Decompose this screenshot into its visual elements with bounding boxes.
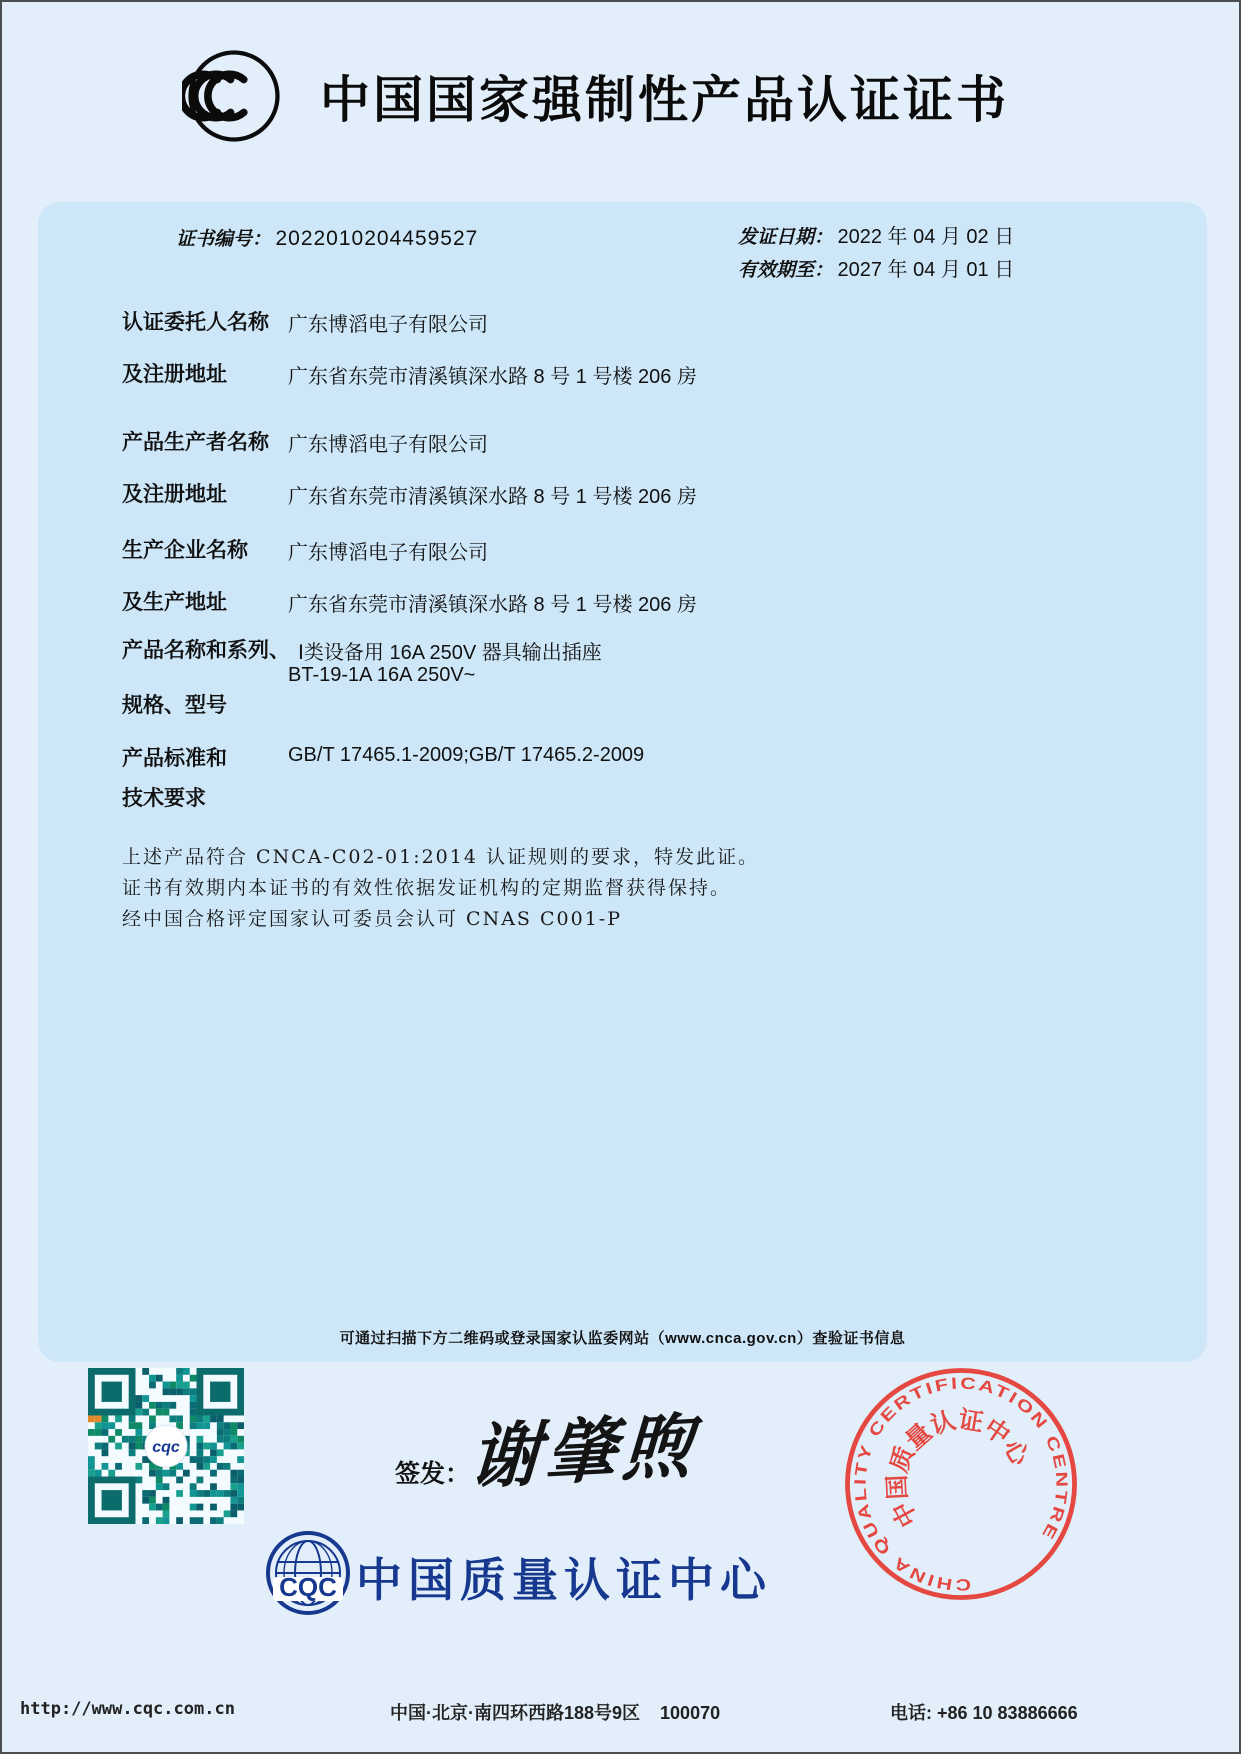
statement-line: 经中国合格评定国家认可委员会认可 CNAS C001-P: [122, 908, 622, 930]
field-value: 广东博滔电子有限公司: [288, 434, 488, 456]
field-label: 规格、型号: [122, 694, 227, 717]
qr-center-logo-text: cqc: [152, 1439, 180, 1456]
field-value: GB/T 17465.1-2009;GB/T 17465.2-2009: [288, 744, 645, 766]
field-label: 生产企业名称: [122, 539, 248, 562]
stamp-inner-text: 中国质量认证中心: [884, 1406, 1034, 1531]
field-value: BT-19-1A 16A 250V~: [288, 664, 476, 686]
field-label: 产品生产者名称: [122, 431, 269, 454]
sign-label: 签发：: [395, 1460, 471, 1488]
field-label: 产品标准和: [122, 747, 227, 770]
signature-handwriting: 谢肇煦: [467, 1403, 700, 1500]
verification-note: 可通过扫描下方二维码或登录国家认监委网站（www.cnca.gov.cn）查验证书信息: [339, 1330, 906, 1347]
red-seal-stamp: [795, 1318, 1127, 1650]
certificate-number-label: 证书编号：: [176, 228, 272, 250]
certificate-body-panel: [38, 202, 1207, 1362]
field-value: 广东省东莞市清溪镇深水路 8 号 1 号楼 206 房: [288, 486, 697, 508]
field-label: 及注册地址: [122, 363, 227, 386]
statement-line: 证书有效期内本证书的有效性依据发证机构的定期监督获得保持。: [122, 877, 732, 899]
field-label: 认证委托人名称: [122, 311, 269, 334]
field-value: Ⅰ类设备用 16A 250V 器具输出插座: [298, 642, 602, 664]
footer-phone: 电话: +86 10 83886666: [890, 1703, 1078, 1723]
footer-address: 中国·北京·南四环西路188号9区 100070: [390, 1703, 721, 1723]
certification-statement: [122, 842, 882, 935]
valid-until-label: 有效期至：: [738, 259, 834, 281]
field-label: 产品名称和系列、: [122, 639, 290, 662]
certificate-number-row: [176, 224, 478, 251]
ccc-mark-icon: [182, 44, 286, 148]
stamp-ring-text: CHINA QUALITY CERTIFICATION CENTRE: [851, 1374, 1071, 1594]
field-label: 及生产地址: [122, 591, 227, 614]
field-value: 广东博滔电子有限公司: [288, 314, 488, 336]
page-title: 中国国家强制性产品认证证书: [320, 72, 1009, 128]
issue-date-label: 发证日期：: [738, 226, 834, 248]
issuer-name: 中国质量认证中心: [356, 1554, 772, 1606]
field-value: 广东省东莞市清溪镇深水路 8 号 1 号楼 206 房: [288, 594, 697, 616]
cqc-logo-text: CQC: [279, 1572, 337, 1602]
qr-code: [88, 1368, 244, 1524]
cqc-globe-icon: [265, 1530, 351, 1616]
field-value: 广东省东莞市清溪镇深水路 8 号 1 号楼 206 房: [288, 366, 697, 388]
svg-text:CHINA QUALITY CERTIFICATION CE: [815, 1338, 1105, 1625]
footer-website: http://www.cqc.com.cn: [20, 1699, 235, 1719]
valid-until-value: 2027 年 04 月 01 日: [837, 259, 1015, 281]
field-value: 广东博滔电子有限公司: [288, 542, 488, 564]
certificate-number-value: 2022010204459527: [275, 227, 479, 250]
issue-date-value: 2022 年 04 月 02 日: [837, 226, 1015, 248]
certificate-dates: [738, 220, 1014, 286]
field-label: 及注册地址: [122, 483, 227, 506]
field-label: 技术要求: [122, 787, 206, 810]
statement-line: 上述产品符合 CNCA-C02-01:2014 认证规则的要求，特发此证。: [122, 846, 759, 868]
